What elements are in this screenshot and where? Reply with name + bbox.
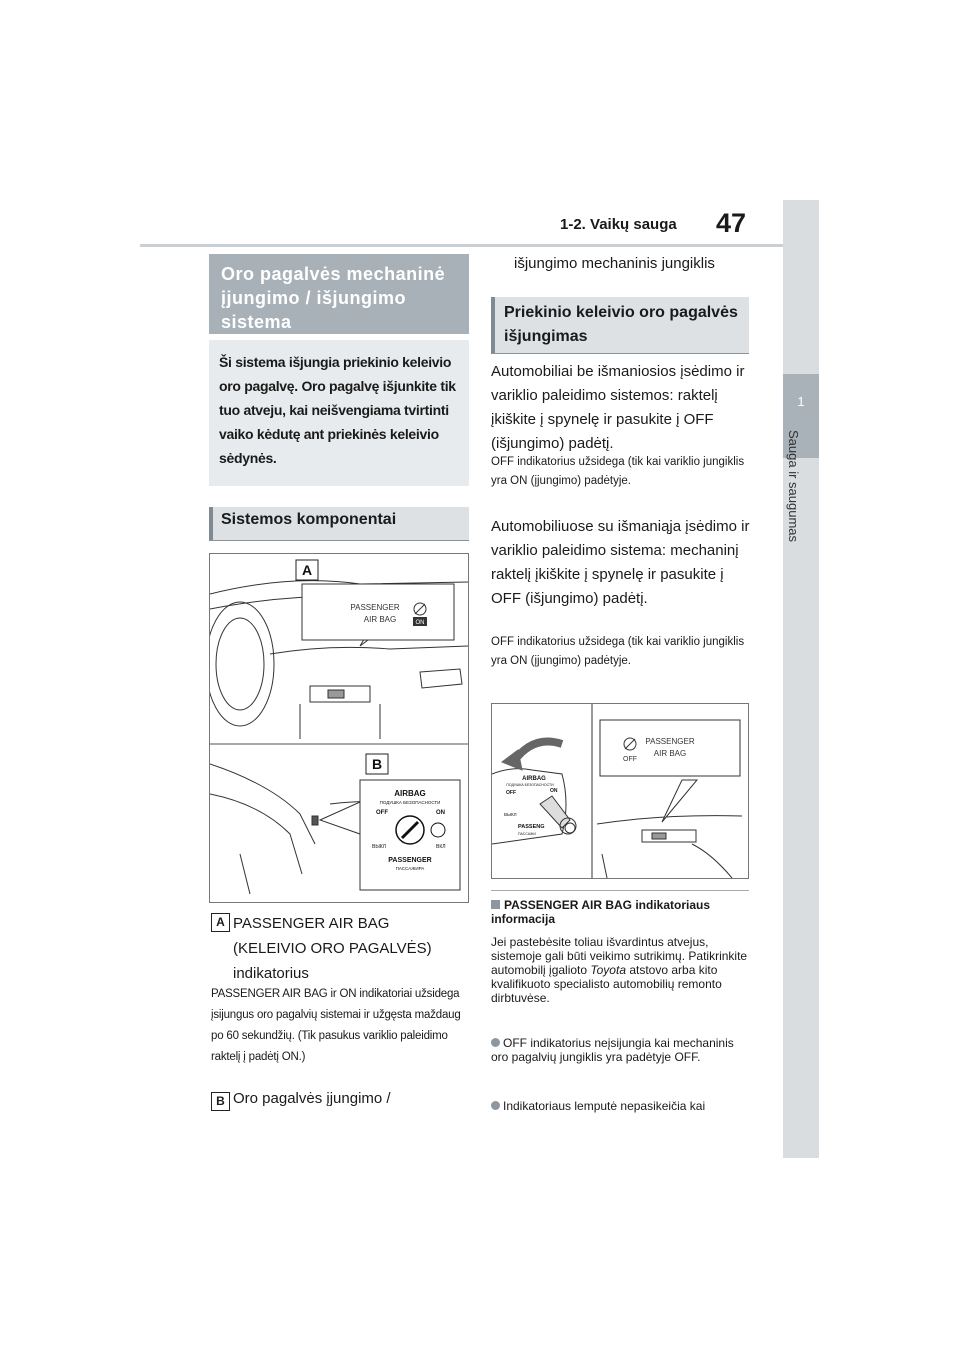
bullet-dot-icon xyxy=(491,1101,500,1110)
note-off-indicator-1: OFF indikatorius užsidega (tik kai variklio jungiklis yra ON (įjungimo) padėtyje. xyxy=(491,456,745,487)
switch-airbag-ru: ПОДУШКА БЕЗОПАСНОСТИ xyxy=(506,783,554,787)
paragraph-no-smart-entry: Automobiliai be išmaniosios įsėdimo ir variklio paleidimo sistemos: raktelį įkiškite į spynelę ir pasukite į OFF (išjungimo) padėtį. xyxy=(491,363,745,452)
section-rule xyxy=(209,540,469,541)
switch-b-on-ru: ВКЛ xyxy=(436,844,446,850)
switch-b-airbag-ru: ПОДУШКА БЕЗОПАСНОСТИ xyxy=(379,800,441,805)
square-bullet-icon xyxy=(491,900,500,909)
switch-passenger-ru: ПАССАЖИ xyxy=(518,832,536,836)
brand-name: Toyota xyxy=(590,963,626,977)
item-a-title: PASSENGER AIR BAG (KELEIVIO ORO PAGALVĖS) indikatorius xyxy=(233,915,432,982)
switch-b-passenger-ru: ПАССАЖИРА xyxy=(395,866,425,871)
bullet-item xyxy=(491,1099,753,1113)
section-rule xyxy=(491,353,749,354)
bullet-item xyxy=(491,1036,753,1064)
switch-b-on: ON xyxy=(436,810,445,816)
key-switch-illustration xyxy=(492,704,748,878)
item-a-marker: A xyxy=(211,913,230,932)
switch-b-off-ru: ВЫКЛ xyxy=(372,844,386,850)
figure-turn-key-off xyxy=(491,703,749,879)
panel-a-on: ON xyxy=(415,620,425,626)
panel-passenger: PASSENGER xyxy=(645,737,695,746)
subsection-body-part2: atstovo arba kito kvalifikuoto specialisto automobilių remonto dirbtuvėse. xyxy=(491,963,722,1005)
chapter-number: 1 xyxy=(783,374,819,458)
switch-b-passenger: PASSENGER xyxy=(388,857,432,864)
callout-b-letter: B xyxy=(371,756,383,772)
chapter-side-tab xyxy=(783,200,819,1158)
bullet-dot-icon xyxy=(491,1038,500,1047)
switch-b-off: OFF xyxy=(376,810,388,816)
switch-airbag-label: AIRBAG xyxy=(522,776,546,782)
subsection-title xyxy=(491,898,749,926)
item-b-marker: B xyxy=(211,1092,230,1111)
bullet-text-2: Indikatoriaus lemputė nepasikeičia kai xyxy=(503,1099,706,1113)
section-header: 1-2. Vaikų sauga xyxy=(560,216,677,233)
section-title-components: Sistemos komponentai xyxy=(209,507,469,540)
item-b-continuation: išjungimo mechaninis jungiklis xyxy=(514,255,715,272)
switch-off: OFF xyxy=(506,790,516,796)
switch-b-airbag-label: AIRBAG xyxy=(394,789,426,798)
subsection-title-text: PASSENGER AIR BAG indikatoriaus informacija xyxy=(491,898,711,926)
panel-off-label: OFF xyxy=(623,756,637,763)
item-b-title: Oro pagalvės įjungimo / xyxy=(233,1090,391,1107)
figure-system-components xyxy=(209,553,469,903)
section-title-airbag-system: Oro pagalvės mechaninė įjungimo / išjungimo sistema xyxy=(209,254,469,334)
warning-box: Ši sistema išjungia priekinio keleivio oro pagalvę. Oro pagalvę išjunkite tik tuo atveju, kai neišvengiama tvirtinti vaiko kėdutę ant priekinės keleivio sėdynės. xyxy=(209,340,469,486)
header-rule xyxy=(140,244,783,247)
section-title-passenger-airbag-off: Priekinio keleivio oro pagalvės išjungimas xyxy=(491,297,749,353)
subsection-body xyxy=(491,935,753,1005)
switch-off-ru: ВЫКЛ xyxy=(504,812,517,817)
panel-a-passenger: PASSENGER xyxy=(350,603,400,612)
page-number: 47 xyxy=(716,208,747,238)
note-off-indicator-2: OFF indikatorius užsidega (tik kai variklio jungiklis yra ON (įjungimo) padėtyje. xyxy=(491,636,745,667)
bullet-text-1: OFF indikatorius neįsijungia kai mechaninis oro pagalvių jungiklis yra padėtyje OFF. xyxy=(491,1036,734,1064)
paragraph-smart-entry: Automobiliuose su išmaniąja įsėdimo ir variklio paleidimo sistema: mechaninį raktelį įkiškite į spynelę ir pasukite į OFF (išjungimo) padėtį. xyxy=(491,518,750,607)
subsection-body-part1: Jei pastebėsite toliau išvardintus atvejus, sistemoje gali būti veikimo sutrikimų. Patikrinkite automobilį įgalioto xyxy=(491,935,748,977)
chapter-label: Sauga ir saugumas xyxy=(786,430,801,543)
callout-a-letter: A xyxy=(301,562,313,578)
item-a-description: PASSENGER AIR BAG ir ON indikatoriai užsidega įsijungus oro pagalvių sistemai ir užgęsta maždaug po 60 sekundžių. (Tik pasukus variklio paleidimo raktelį į padėtį ON.) xyxy=(211,988,461,1063)
figure-rule xyxy=(491,890,749,891)
switch-passenger: PASSENG xyxy=(518,824,545,830)
dashboard-illustration xyxy=(210,554,468,902)
switch-on: ON xyxy=(550,788,558,794)
panel-airbag: AIR BAG xyxy=(653,749,687,758)
panel-a-airbag: AIR BAG xyxy=(363,615,397,624)
